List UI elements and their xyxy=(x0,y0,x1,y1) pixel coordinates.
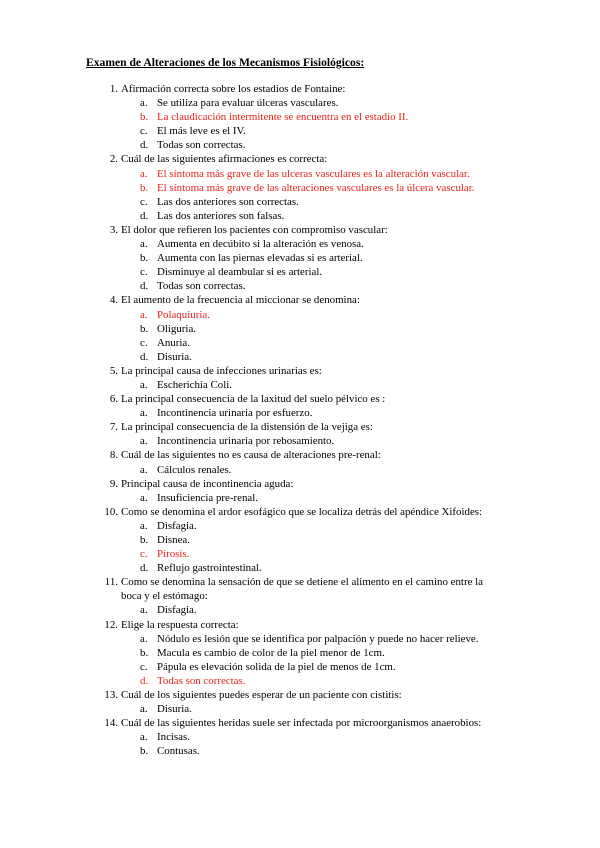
option-text: Anuria. xyxy=(157,336,190,349)
answer-option xyxy=(0,322,600,336)
option-text: Polaquiuria. xyxy=(157,308,210,321)
option-letter: a. xyxy=(140,463,148,476)
question-number: 13. xyxy=(104,689,118,702)
question-text: La principal causa de infecciones urinarias es: xyxy=(121,364,322,377)
answer-option xyxy=(0,251,600,265)
option-text: El síntoma más grave de las alteraciones vasculares es la úlcera vascular. xyxy=(157,181,475,194)
option-letter: a. xyxy=(140,703,148,716)
option-text: Aumenta en decúbito si la alteración es venosa. xyxy=(157,238,364,251)
option-text: La claudicación intermitente se encuentra en el estadio II. xyxy=(157,111,409,124)
question-text: Principal causa de incontinencia aguda: xyxy=(121,477,294,490)
option-text: Incontinencia urinaria por esfuerzo. xyxy=(157,407,313,420)
answer-option xyxy=(0,350,600,364)
option-letter: a. xyxy=(140,238,148,251)
option-text: Disnea. xyxy=(157,534,190,546)
question-4 xyxy=(0,293,600,307)
question-number: 10. xyxy=(104,505,118,518)
option-text: El síntoma más grave de las ulceras vasculares es la alteración vascular. xyxy=(157,167,470,180)
option-letter: a. xyxy=(140,491,148,504)
option-letter: a. xyxy=(140,308,148,321)
question-14 xyxy=(0,716,600,730)
answer-option xyxy=(0,744,600,758)
answer-option xyxy=(0,603,600,617)
option-letter: a. xyxy=(140,97,148,110)
answer-option xyxy=(0,110,600,124)
option-text: Todas son correctas. xyxy=(157,139,246,152)
question-8 xyxy=(0,448,600,462)
question-11 xyxy=(0,575,600,603)
option-letter: a. xyxy=(140,604,148,617)
question-10 xyxy=(0,505,600,519)
option-letter: a. xyxy=(140,407,148,420)
question-number: 6. xyxy=(109,393,118,406)
option-text: Las dos anteriores son correctas. xyxy=(157,195,299,208)
question-5 xyxy=(0,364,600,378)
question-text: La principal consecuencia de la distensión de la vejiga es: xyxy=(121,421,373,434)
question-list xyxy=(0,82,600,759)
answer-option xyxy=(0,209,600,223)
answer-option xyxy=(0,434,600,448)
answer-option xyxy=(0,265,600,279)
question-number: 3. xyxy=(109,223,118,236)
option-letter: b. xyxy=(140,745,149,758)
question-13 xyxy=(0,688,600,702)
question-text: El aumento de la frecuencia al miccionar se denomina: xyxy=(121,294,360,307)
answer-option xyxy=(0,533,600,547)
question-number: 12. xyxy=(104,618,118,631)
answer-option xyxy=(0,632,600,646)
option-letter: d. xyxy=(140,674,149,687)
answer-option xyxy=(0,336,600,350)
answer-option xyxy=(0,406,600,420)
option-text: Reflujo gastrointestinal. xyxy=(157,562,262,575)
answer-option xyxy=(0,491,600,505)
option-text: Nódulo es lesión que se identifica por palpación y puede no hacer relieve. xyxy=(157,632,479,645)
option-text: Oliguria. xyxy=(157,322,197,335)
option-letter: d. xyxy=(140,209,149,222)
question-6 xyxy=(0,392,600,406)
question-number: 9. xyxy=(109,477,118,490)
answer-option xyxy=(0,674,600,688)
option-letter: a. xyxy=(140,378,148,391)
answer-option xyxy=(0,195,600,209)
question-text: Cuál de las siguientes heridas suele ser infectada por microorganismos anaerobios: xyxy=(121,717,482,730)
option-text: Contusas. xyxy=(157,745,200,758)
answer-option xyxy=(0,138,600,152)
option-text: Las dos anteriores son falsas. xyxy=(157,209,285,222)
question-text: El dolor que refieren los pacientes con compromiso vascular: xyxy=(121,223,388,236)
question-text: Cuál de los siguientes puedes esperar de un paciente con cistitis: xyxy=(121,689,402,702)
option-text: El más leve es el IV. xyxy=(157,125,246,138)
option-letter: b. xyxy=(140,252,149,265)
answer-option xyxy=(0,730,600,744)
answer-option xyxy=(0,646,600,660)
option-text: Cálculos renales. xyxy=(157,463,232,476)
option-letter: b. xyxy=(140,646,149,659)
option-text: Todas son correctas. xyxy=(157,674,246,687)
option-text: Incisas. xyxy=(157,731,190,744)
question-text: Cuál de las siguientes no es causa de alteraciones pre-renal: xyxy=(121,449,381,462)
question-2 xyxy=(0,152,600,166)
answer-option xyxy=(0,181,600,195)
question-text: Como se denomina el ardor esofágico que se localiza detrás del apéndice Xifoides: xyxy=(121,505,483,518)
answer-option xyxy=(0,702,600,716)
option-letter: d. xyxy=(140,139,149,152)
option-text: Pirosis. xyxy=(157,548,190,561)
option-letter: d. xyxy=(140,280,149,293)
answer-option xyxy=(0,660,600,674)
option-letter: c. xyxy=(140,125,148,138)
answer-option xyxy=(0,378,600,392)
option-letter: a. xyxy=(140,731,148,744)
option-letter: c. xyxy=(140,336,148,349)
question-number: 7. xyxy=(109,421,118,434)
option-letter: d. xyxy=(140,562,149,575)
option-letter: c. xyxy=(140,548,148,561)
option-text: Disfagia. xyxy=(157,519,197,532)
option-text: Todas son correctas. xyxy=(157,280,246,293)
question-number: 4. xyxy=(109,294,118,307)
question-text: La principal consecuencia de la laxitud del suelo pélvico es : xyxy=(121,393,386,406)
option-letter: a. xyxy=(140,435,148,448)
question-7 xyxy=(0,420,600,434)
option-letter: d. xyxy=(140,350,149,363)
answer-option xyxy=(0,463,600,477)
option-text: Disminuye al deambular si es arterial. xyxy=(157,266,323,279)
option-text: Incontinencia urinaria por rebosamiento. xyxy=(157,435,335,448)
answer-option xyxy=(0,561,600,575)
option-letter: b. xyxy=(140,111,149,124)
question-1 xyxy=(0,82,600,96)
option-letter: a. xyxy=(140,519,148,532)
option-text: Macula es cambio de color de la piel menor de 1cm. xyxy=(157,646,385,659)
option-letter: a. xyxy=(140,632,148,645)
option-letter: a. xyxy=(140,167,148,180)
answer-option xyxy=(0,124,600,138)
option-text: Escherichia Coli. xyxy=(157,378,233,391)
question-text: Cuál de las siguientes afirmaciones es correcta: xyxy=(121,153,328,166)
question-number: 11. xyxy=(104,576,118,589)
option-text: Disfagia. xyxy=(157,604,197,617)
question-text: Afirmación correcta sobre los estadios de Fontaine: xyxy=(121,83,346,95)
answer-option xyxy=(0,547,600,561)
answer-option xyxy=(0,308,600,322)
answer-option xyxy=(0,519,600,533)
question-number: 8. xyxy=(109,449,118,462)
question-number: 1. xyxy=(109,83,118,95)
answer-option xyxy=(0,167,600,181)
option-letter: b. xyxy=(140,181,149,194)
question-number: 5. xyxy=(109,364,118,377)
option-text: Insuficiencia pre-renal. xyxy=(157,491,258,504)
option-letter: b. xyxy=(140,534,149,546)
answer-option xyxy=(0,279,600,293)
page-title: Examen de Alteraciones de los Mecanismos Fisiológicos: xyxy=(86,56,365,69)
question-text: Elige la respuesta correcta: xyxy=(121,618,239,631)
option-text: Disuria. xyxy=(157,350,192,363)
question-9 xyxy=(0,477,600,491)
option-text: Pápula es elevación solida de la piel de menos de 1cm. xyxy=(157,660,396,673)
question-text: Como se denomina la sensación de que se detiene el alimento en el camino entre la boca y el estómago: xyxy=(121,576,483,603)
option-letter: c. xyxy=(140,266,148,279)
option-text: Disuria. xyxy=(157,703,192,716)
question-12 xyxy=(0,618,600,632)
option-text: Aumenta con las piernas elevadas si es arterial. xyxy=(157,252,363,265)
option-letter: b. xyxy=(140,322,149,335)
option-letter: c. xyxy=(140,660,148,673)
option-letter: c. xyxy=(140,195,148,208)
answer-option xyxy=(0,237,600,251)
question-number: 2. xyxy=(109,153,118,166)
question-3 xyxy=(0,223,600,237)
question-number: 14. xyxy=(104,717,118,730)
answer-option xyxy=(0,96,600,110)
option-text: Se utiliza para evaluar úlceras vasculares. xyxy=(157,97,339,110)
